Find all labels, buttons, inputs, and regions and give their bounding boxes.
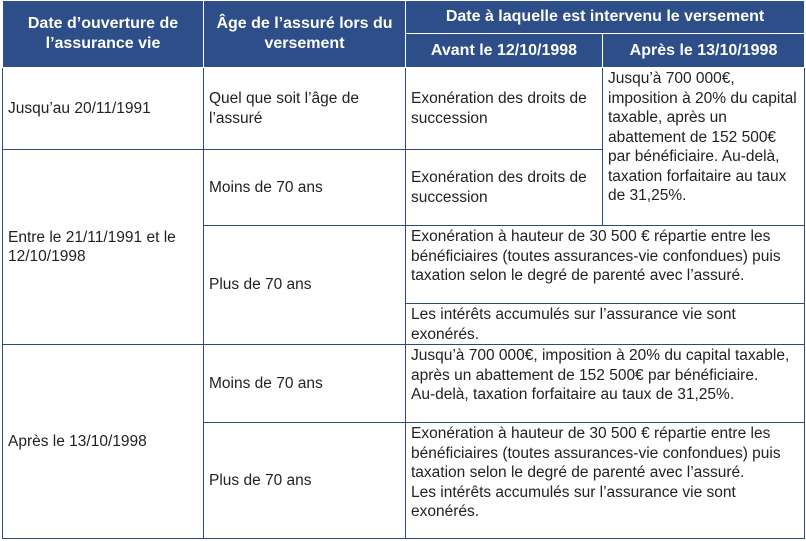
p3-under70-cell — [406, 345, 805, 423]
apres-merged-cell: Jusqu’à 700 000€, imposition à 20% du capital taxable, après un abattement de 152 500€ par bénéficiaire. Au-delà, taxation forfaitaire au taux de 31,25%. — [603, 68, 805, 226]
p3-over70-text: Exonération à hauteur de 30 500 € répartie entre les bénéficiaires (toutes assurances-vie confondues) puis taxation selon le degré de parenté avec l’assuré. — [411, 425, 781, 481]
age-cell: Moins de 70 ans — [204, 150, 406, 226]
period-cell: Jusqu’au 20/11/1991 — [3, 68, 204, 150]
exoneration-cell: Exonération des droits de succession — [406, 68, 603, 150]
age-cell: Plus de 70 ans — [204, 226, 406, 345]
age-cell: Quel que soit l’âge de l’assuré — [204, 68, 406, 150]
age-cell: Moins de 70 ans — [204, 345, 406, 423]
header-date-versement: Date à laquelle est intervenu le versement — [406, 1, 805, 34]
p3-over70-cell — [406, 423, 805, 539]
exoneration-cell: Exonération des droits de succession — [406, 150, 603, 226]
header-apres: Après le 13/10/1998 — [603, 34, 805, 68]
header-avant: Avant le 12/10/1998 — [406, 34, 603, 68]
assurance-vie-tax-table — [2, 0, 805, 539]
period-cell: Après le 13/10/1998 — [3, 345, 204, 539]
p3-under70-text2: Au-delà, taxation forfaitaire au taux de 31,25%. — [411, 386, 735, 403]
header-date-ouverture: Date d’ouverture de l’assurance vie — [3, 1, 204, 68]
age-cell: Plus de 70 ans — [204, 423, 406, 539]
interets-cell: Les intérêts accumulés sur l’assurance vie sont exonérés. — [406, 304, 805, 345]
period-cell: Entre le 21/11/1991 et le 12/10/1998 — [3, 150, 204, 345]
over70-exoneration-cell: Exonération à hauteur de 30 500 € répartie entre les bénéficiaires (toutes assurances-vie confondues) puis taxation selon le degré de parenté avec l’assuré. — [406, 226, 805, 304]
header-age-assure: Âge de l’assuré lors du versement — [204, 1, 406, 68]
p3-under70-text: Jusqu’à 700 000€, imposition à 20% du capital taxable, après un abattement de 152 500€ par bénéficiaire. — [411, 347, 790, 384]
p3-over70-text2: Les intérêts accumulés sur l’assurance vie sont exonérés. — [411, 483, 736, 520]
